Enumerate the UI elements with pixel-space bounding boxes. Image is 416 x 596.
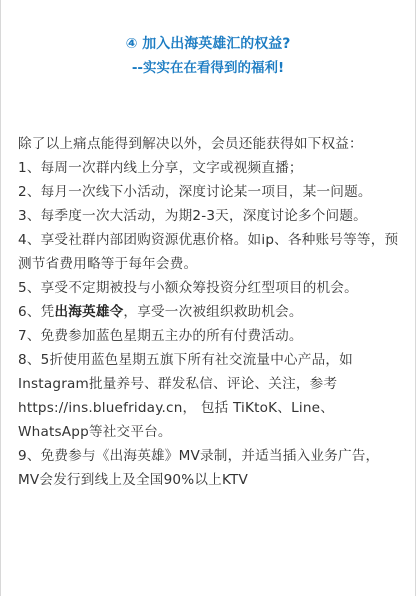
benefit-item-9: 9、免费参与《出海英雄》MV录制，并适当插入业务广告，MV会发行到线上及全国90%以上KTV: [18, 448, 380, 488]
benefit-item-6-bold: 出海英雄令: [54, 304, 124, 320]
section-heading: [1, 0, 415, 80]
benefits-text: [1, 132, 415, 492]
benefit-item-5: 5、享受不定期被投与小额众筹投资分红型项目的机会。: [18, 280, 358, 296]
benefit-item-6-suffix: ，享受一次被组织救助机会。: [123, 304, 303, 320]
benefit-item-1: 1、每周一次群内线上分享，文字或视频直播；: [18, 160, 303, 176]
benefit-item-3: 3、每季度一次大活动，为期2-3天，深度讨论多个问题。: [18, 208, 367, 224]
heading-title: ④ 加入出海英雄汇的权益?: [125, 36, 291, 52]
benefit-item-6: [18, 300, 399, 324]
benefit-item-8: 8、5折使用蓝色星期五旗下所有社交流量中心产品，如Instagram批量养号、群发私信、评论、关注，参考https://ins.bluefriday.cn， 包括 TiKtoK、Line、WhatsApp等社交平台。: [18, 352, 353, 440]
benefit-item-6-prefix: 6、凭: [18, 304, 55, 320]
intro-paragraph: 除了以上痛点能得到解决以外，会员还能获得如下权益：: [18, 136, 363, 152]
benefit-item-7: 7、免费参加蓝色星期五主办的所有付费活动。: [18, 328, 303, 344]
benefit-item-2: 2、每月一次线下小活动，深度讨论某一项目，某一问题。: [18, 184, 372, 200]
heading-subtitle: --实实在在看得到的福利!: [131, 60, 285, 76]
benefit-item-4: 4、享受社群内部团购资源优惠价格。如ip、各种账号等等，预测节省费用略等于每年会费。: [18, 232, 399, 272]
